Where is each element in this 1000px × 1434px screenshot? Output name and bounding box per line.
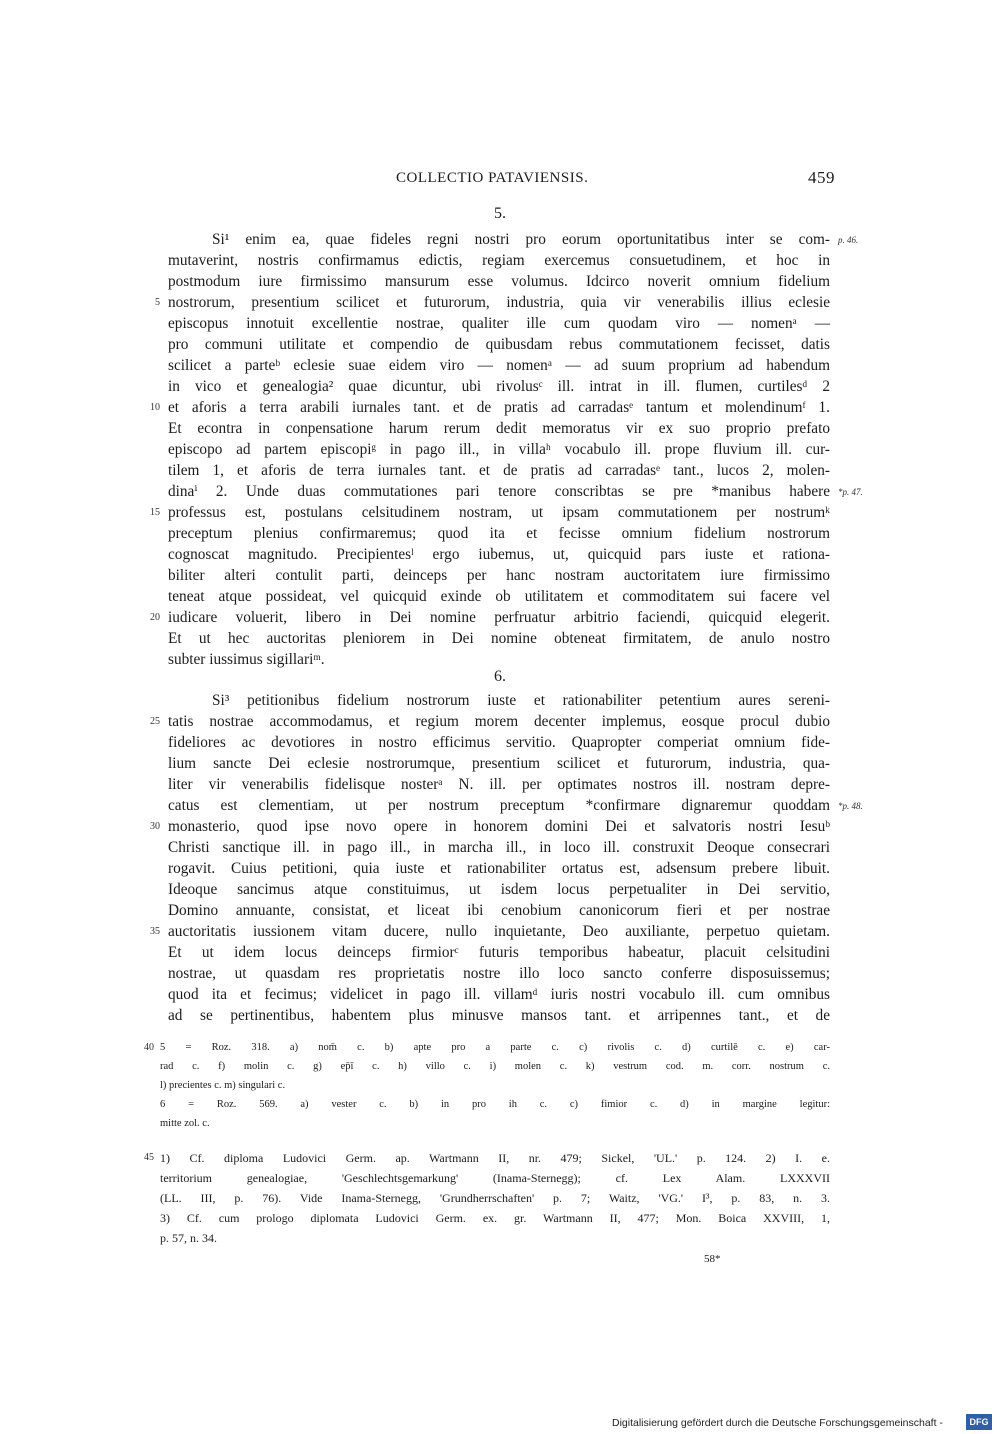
page-number: 459 [808, 168, 835, 187]
line-number: 20 [150, 612, 160, 623]
footnote-line-number: 40 [144, 1042, 154, 1053]
text-line: scilicet a parteᵇ eclesie suae eidem viro — nomenᵃ — ad suum proprium ad habendum [168, 357, 830, 374]
text-line: episcopus innotuit excellentie nostrae, qualiter ille cum quodam viro — nomenᵃ — [168, 315, 830, 332]
text-line: pro communi utilitate et compendio de quibusdam rebus commutationem fecisset, datis [168, 336, 830, 353]
margin-page-reference: *p. 48. [838, 801, 863, 811]
apparatus-line: rad c. f) molin c. g) ep̄ī c. h) villo c. i) molen c. k) vestrum cod. m. corr. nostrum c. [160, 1061, 830, 1072]
document-6-number: 6. [494, 668, 506, 685]
line-number: 30 [150, 821, 160, 832]
document-5-number: 5. [494, 205, 506, 222]
text-line: Christi sanctique ill. in pago ill., in marcha ill., in loco ill. construxit Deoque consecrari [168, 839, 830, 856]
text-line: in vico et genealogia² quae dicuntur, ubi rivolusᶜ ill. intrat in ill. flumen, curtilesᵈ 2 [168, 378, 830, 395]
text-line: biliter alteri contulit parti, deinceps per hanc nostram auctoritatem iure firmissimo [168, 567, 830, 584]
text-line: Et ut hec auctoritas pleniorem in Dei nomine obteneat firmitatem, de anulo nostro [168, 630, 830, 647]
text-line: ad se pertinentibus, habentem plus minusve mansos tant. et arripennes tant., et de [168, 1007, 830, 1024]
text-line: lium sancte Dei eclesie nostrorumque, presentium scilicet et futurorum, industria, qua- [168, 755, 830, 772]
text-line: quod ita et fecimus; videlicet in pago ill. villamᵈ iuris nostri vocabulo ill. cum omnibus [168, 986, 830, 1003]
text-line: teneat atque possideat, vel quicquid exinde ob utilitatem et commoditatem sui facere vel [168, 588, 830, 605]
digitization-credit: Digitalisierung gefördert durch die Deutsche Forschungsgemeinschaft - [612, 1417, 943, 1429]
text-line: et aforis a terra arabili iurnales tant. et de pratis ad carradasᵉ tantum et molendinumᶠ 1. [168, 399, 830, 416]
dfg-logo: DFG [966, 1414, 992, 1430]
text-line: subter iussimus sigillariᵐ. [168, 651, 325, 668]
line-number: 5 [155, 297, 160, 308]
margin-page-reference: p. 46. [838, 235, 859, 245]
commentary-line: 3) Cf. cum prologo diplomata Ludovici Germ. ex. gr. Wartmann II, 477; Mon. Boica XXVIII, 1, [160, 1211, 830, 1225]
commentary-line: (LL. III, p. 76). Vide Inama-Sternegg, 'Grundherrschaften' p. 7; Waitz, 'VG.' I³, p. 83, n. 3. [160, 1191, 830, 1205]
apparatus-line: 6 = Roz. 569. a) vester c. b) in pro ih c. c) fimior c. d) in margine legitur: [160, 1099, 830, 1110]
line-number: 15 [150, 507, 160, 518]
apparatus-line: mitte zol. c. [160, 1118, 210, 1129]
text-line: rogavit. Cuius petitioni, quia iuste et rationabiliter ortatus est, adsensum prebere libuit. [168, 860, 830, 877]
line-number: 25 [150, 716, 160, 727]
text-line: Si³ petitionibus fidelium nostrorum iuste et rationabiliter petentium aures sereni- [212, 692, 830, 709]
running-header [160, 170, 835, 192]
commentary-line: 1) Cf. diploma Ludovici Germ. ap. Wartmann II, nr. 479; Sickel, 'UL.' p. 124. 2) I. e. [160, 1151, 830, 1165]
text-line: auctoritatis iussionem vitam ducere, nullo inquietante, Deo auxiliante, perpetuo quietam. [168, 923, 830, 940]
text-line: nostrorum, presentium scilicet et futurorum, industria, quia vir venerabilis illius eclesie [168, 294, 830, 311]
text-line: mutaverint, nostris confirmamus edictis, regiam exercemus consuetudinem, et hoc in [168, 252, 830, 269]
text-line: cognoscat magnitudo. Precipientesˡ ergo iubemus, ut, quicquid pars iuste et rationa- [168, 546, 830, 563]
text-line: iudicare voluerit, libero in Dei nomine perfruatur arbitrio faciendi, quicquid elegerit. [168, 609, 830, 626]
line-number: 35 [150, 926, 160, 937]
text-line: Et econtra in conpensatione harum rerum dedit memoratus vir ex suo proprio prefato [168, 420, 830, 437]
text-line: catus est clementiam, ut per nostrum preceptum *confirmare dignaremur quoddam [168, 797, 830, 814]
apparatus-line: 5 = Roz. 318. a) nom̄ c. b) apte pro a parte c. c) rivolis c. d) curtilē c. e) car- [160, 1042, 830, 1053]
text-line: nostrae, ut quasdam res proprietatis nostre illo loco sancto conferre disposuissemus; [168, 965, 830, 982]
text-line: liter vir venerabilis fidelisque nosterᵃ N. ill. per optimates nostros ill. nostram depre- [168, 776, 830, 793]
text-line: Si¹ enim ea, quae fideles regni nostri pro eorum oportunitatibus inter se com- [212, 231, 830, 248]
apparatus-line: l) precientes c. m) singulari c. [160, 1080, 286, 1091]
text-line: tatis nostrae accommodamus, et regium morem decenter implemus, eosque procul dubio [168, 713, 830, 730]
margin-page-reference: *p. 47. [838, 487, 863, 497]
text-line: preceptum plenius confirmaremus; quod ita et fecisse omnium fidelium nostrorum [168, 525, 830, 542]
commentary-line: territorium genealogiae, 'Geschlechtsgemarkung' (Inama-Sternegg); cf. Lex Alam. LXXXVII [160, 1171, 830, 1185]
signature-mark: 58* [704, 1253, 721, 1265]
text-line: tilem 1, et aforis de terra iurnales tant. et de pratis ad carradasᵉ tant., lucos 2, molen- [168, 462, 830, 479]
text-line: monasterio, quod ipse novo opere in honorem domini Dei et salvatoris nostri Iesuᵇ [168, 818, 830, 835]
text-line: dinaⁱ 2. Unde duas commutationes pari tenore conscribtas se pre *manibus habere [168, 483, 830, 500]
text-line: postmodum iure firmissimo mansurum esse volumus. Idcirco noverit omnium fidelium [168, 273, 830, 290]
text-line: Et ut idem locus deinceps firmiorᶜ futuris temporibus habeatur, placuit celsitudini [168, 944, 830, 961]
running-title: COLLECTIO PATAVIENSIS. [396, 170, 589, 186]
commentary-line: p. 57, n. 34. [160, 1231, 217, 1245]
footnote-line-number: 45 [144, 1152, 154, 1163]
text-line: Ideoque sancimus atque constituimus, ut isdem locus perpetualiter in Dei servitio, [168, 881, 830, 898]
line-number: 10 [150, 402, 160, 413]
text-line: episcopo ad partem episcopiᵍ in pago ill., in villaʰ vocabulo ill. prope fluvium ill. cur- [168, 441, 830, 458]
text-line: professus est, postulans celsitudinem nostram, ut ipsam commutationem per nostrumᵏ [168, 504, 830, 521]
text-line: Domino annuante, consistat, et liceat ibi cenobium canonicorum fieri et per nostrae [168, 902, 830, 919]
text-line: fideliores ac devotiores in nostro efficimus servitio. Quapropter comperiat omnium fide- [168, 734, 830, 751]
